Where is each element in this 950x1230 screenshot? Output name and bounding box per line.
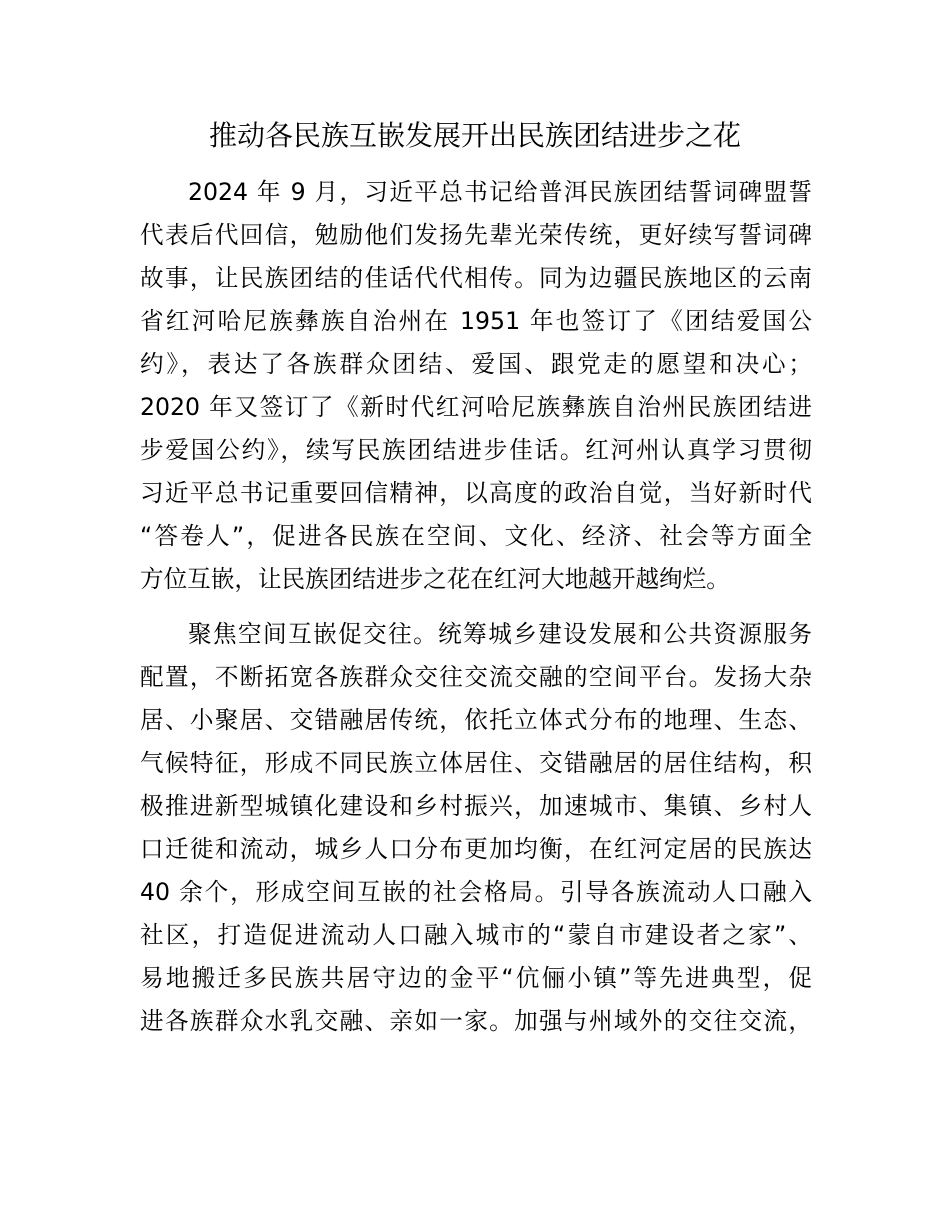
paragraph-line: 口迁徙和流动，城乡人口分布更加均衡，在红河定居的民族达: [140, 835, 812, 863]
paragraph-line: 40 余个，形成空间互嵌的社会格局。引导各族流动人口融入: [140, 878, 812, 906]
paragraph-line: 步爱国公约》，续写民族团结进步佳话。红河州认真学习贯彻: [140, 436, 812, 464]
paragraph-line: 配置，不断拓宽各族群众交往交流交融的空间平台。发扬大杂: [140, 663, 812, 691]
paragraph-line: 聚焦空间互嵌促交往。统筹城乡建设发展和公共资源服务: [188, 620, 812, 648]
paragraph-line: 故事，让民族团结的佳话代代相传。同为边疆民族地区的云南: [140, 264, 812, 292]
paragraph-line: 约》，表达了各族群众团结、爱国、跟党走的愿望和决心；: [140, 350, 812, 378]
paragraph-line: 代表后代回信，勉励他们发扬先辈光荣传统，更好续写誓词碑: [140, 221, 812, 249]
paragraph-line: 2024 年 9 月，习近平总书记给普洱民族团结誓词碑盟誓: [188, 178, 812, 206]
paragraph-line: 气候特征，形成不同民族立体居住、交错融居的居住结构，积: [140, 749, 812, 777]
paragraph-line: 方位互嵌，让民族团结进步之花在红河大地越开越绚烂。: [140, 565, 730, 593]
paragraph-line: 习近平总书记重要回信精神，以高度的政治自觉，当好新时代: [140, 479, 812, 507]
paragraph-line: “答卷人”，促进各民族在空间、文化、经济、社会等方面全: [140, 522, 812, 550]
paragraph-line: 进各族群众水乳交融、亲如一家。加强与州域外的交往交流，: [140, 1007, 812, 1035]
paragraph-line: 2020 年又签订了《新时代红河哈尼族彝族自治州民族团结进: [140, 393, 812, 421]
document-title: 推动各民族互嵌发展开出民族团结进步之花: [208, 119, 741, 152]
paragraph-line: 易地搬迁多民族共居守边的金平“伉俪小镇”等先进典型，促: [140, 964, 812, 992]
paragraph-line: 省红河哈尼族彝族自治州在 1951 年也签订了《团结爱国公: [140, 307, 812, 335]
paragraph-line: 社区，打造促进流动人口融入城市的“蒙自市建设者之家”、: [140, 921, 812, 949]
paragraph-line: 居、小聚居、交错融居传统，依托立体式分布的地理、生态、: [140, 706, 812, 734]
paragraph-line: 极推进新型城镇化建设和乡村振兴，加速城市、集镇、乡村人: [140, 792, 812, 820]
